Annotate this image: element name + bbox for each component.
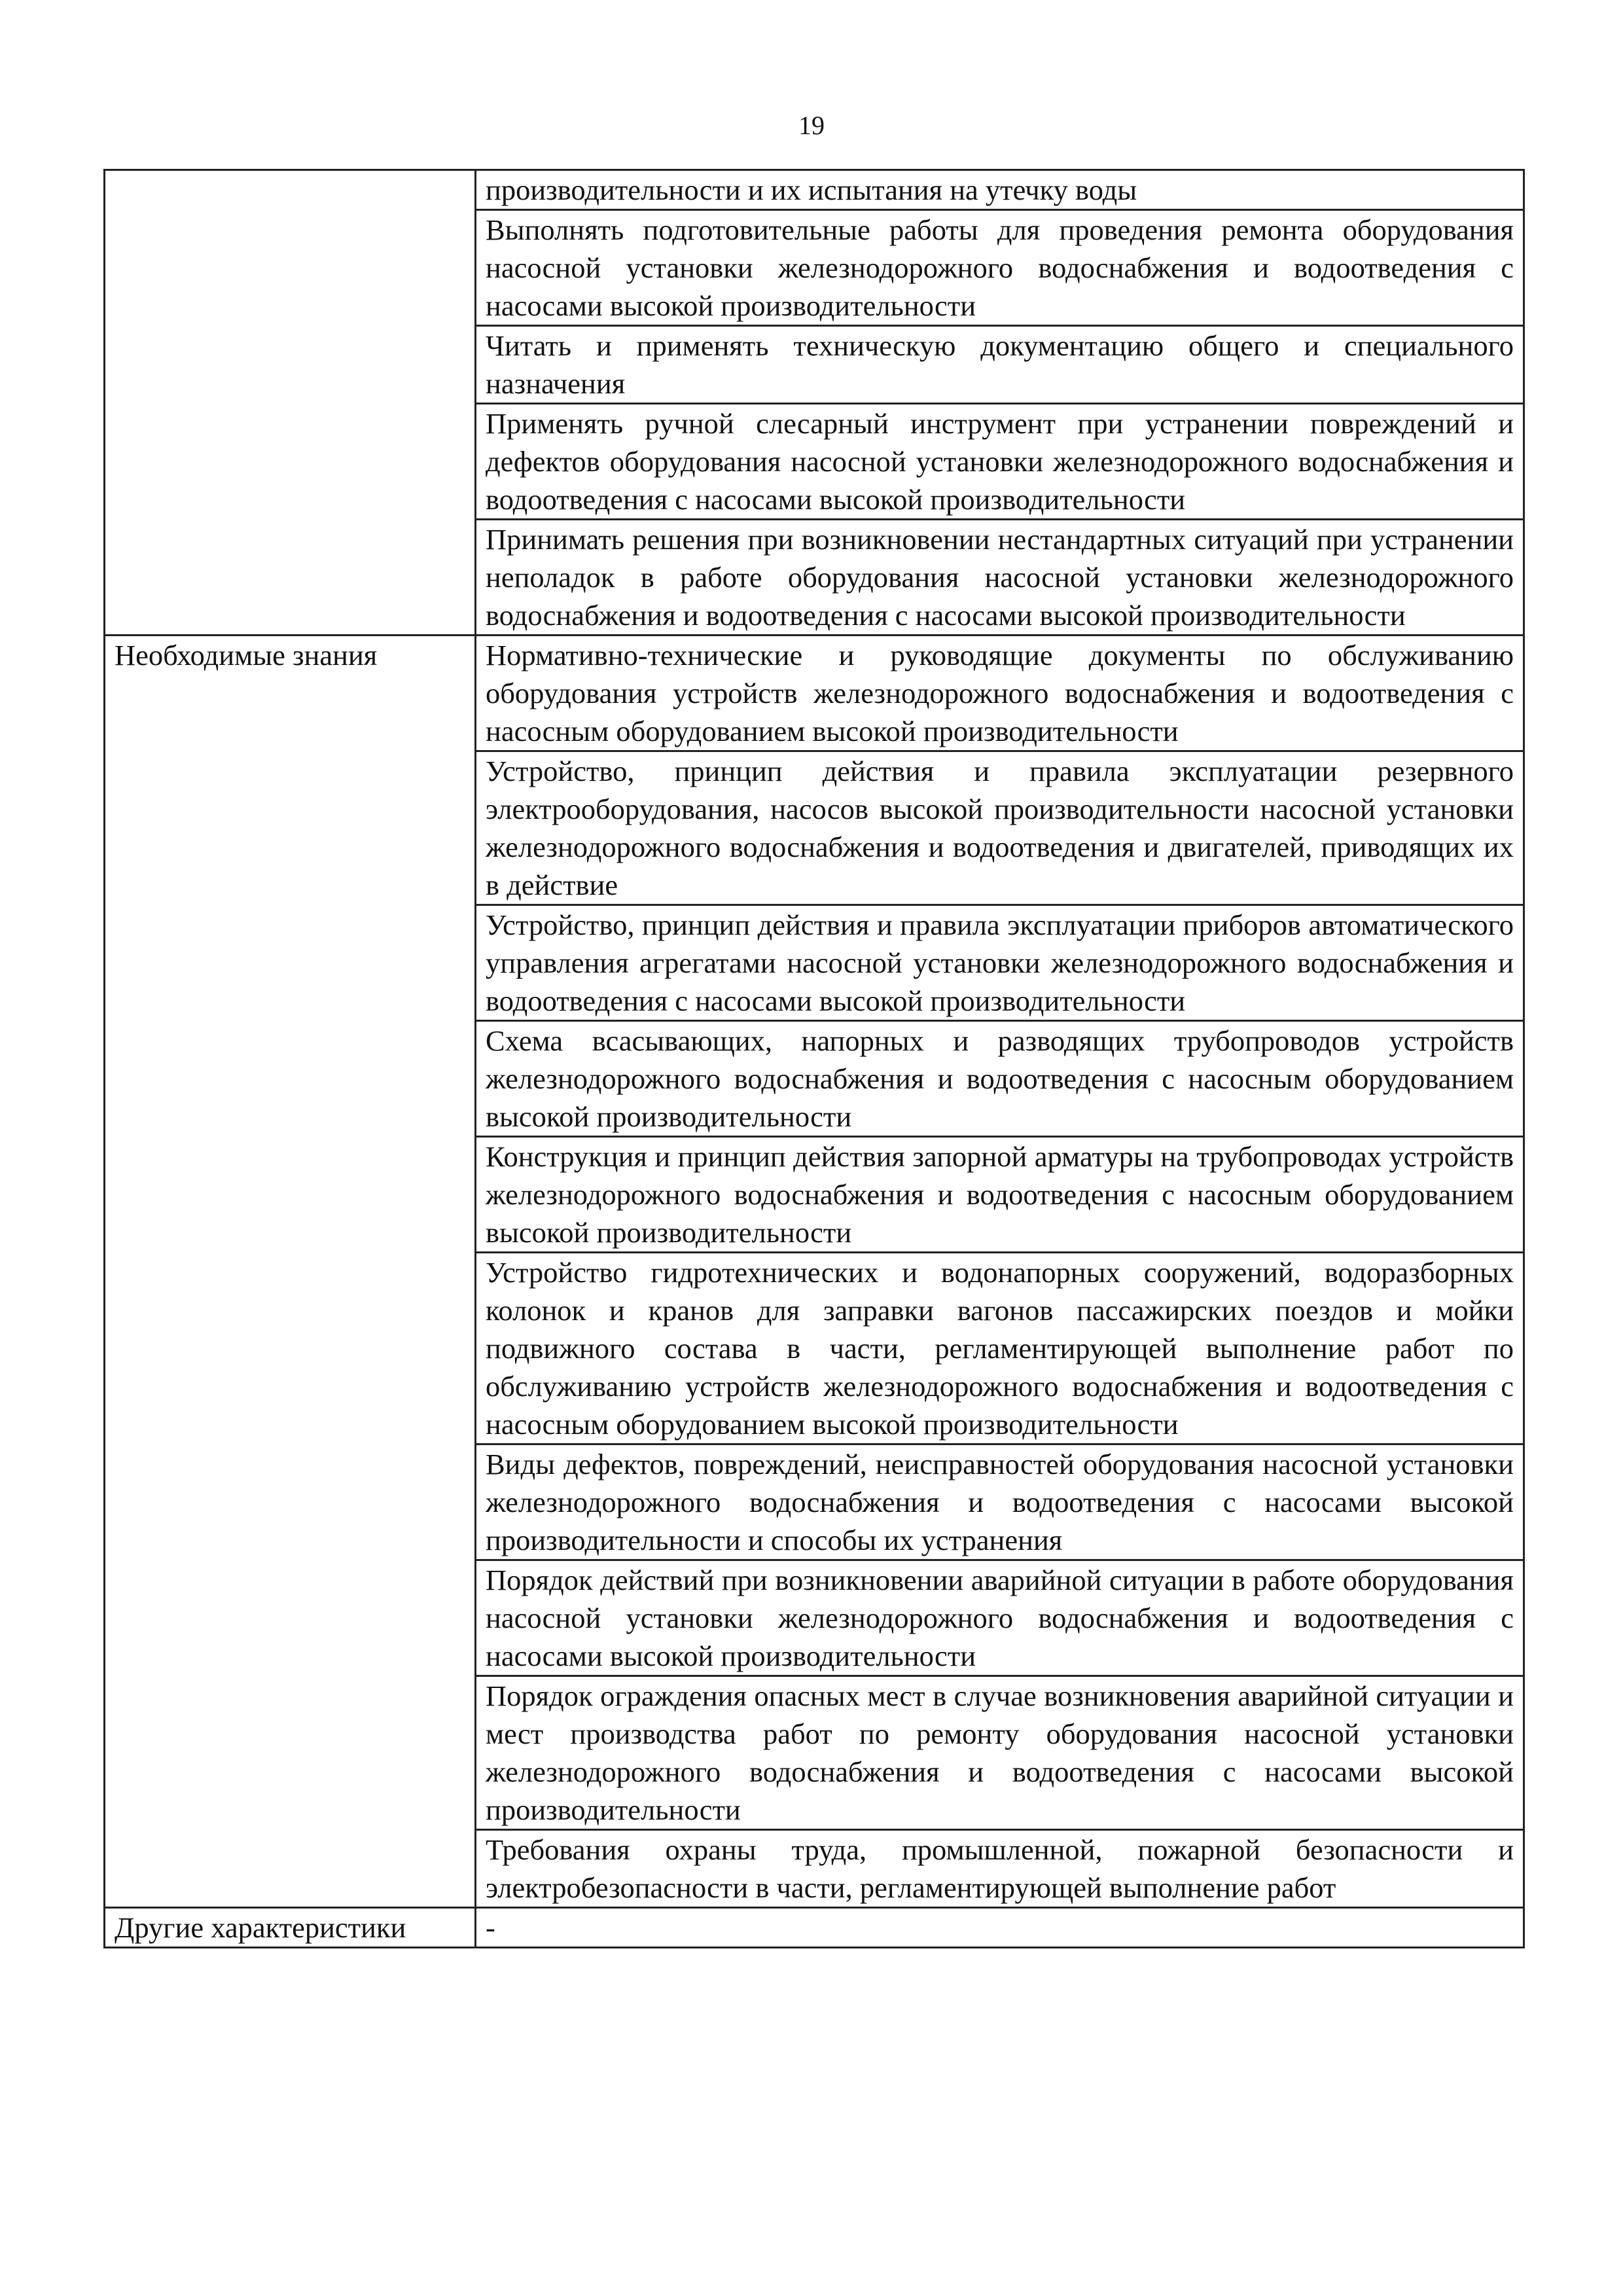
page-number: 19 <box>798 111 825 140</box>
table-row <box>105 170 1524 210</box>
other-characteristics-value: - <box>476 1908 1524 1948</box>
knowledge-item: Нормативно-технические и руководящие документы по обслуживанию оборудования устройств железнодорожного водоснабжения и водоотведения с насосным оборудованием высокой производительности <box>476 636 1524 751</box>
skill-item: Принимать решения при возникновении нестандартных ситуаций при устранении неполадок в работе оборудования насосной установки железнодорожного водоснабжения и водоотведения с насосами высокой производительности <box>476 520 1524 636</box>
skills-label-cell <box>105 170 476 636</box>
knowledge-item: Устройство, принцип действия и правила эксплуатации резервного электрооборудования, насосов высокой производительности насосной установки железнодорожного водоснабжения и водоотведения и двигателей, приводящих их в действие <box>476 751 1524 905</box>
knowledge-item: Требования охраны труда, промышленной, пожарной безопасности и электробезопасности в части, регламентирующей выполнение работ <box>476 1830 1524 1908</box>
table-row <box>105 1908 1524 1948</box>
knowledge-item: Виды дефектов, повреждений, неисправностей оборудования насосной установки железнодорожного водоснабжения и водоотведения с насосами высокой производительности и способы их устранения <box>476 1444 1524 1560</box>
knowledge-item: Схема всасывающих, напорных и разводящих трубопроводов устройств железнодорожного водоснабжения и водоотведения с насосным оборудованием высокой производительности <box>476 1021 1524 1137</box>
knowledge-item: Порядок ограждения опасных мест в случае возникновения аварийной ситуации и мест производства работ по ремонту оборудования насосной установки железнодорожного водоснабжения и водоотведения с насосами высокой производительности <box>476 1676 1524 1830</box>
skill-item: Читать и применять техническую документацию общего и специального назначения <box>476 326 1524 404</box>
knowledge-item: Устройство гидротехнических и водонапорных сооружений, водоразборных колонок и кранов для заправки вагонов пассажирских поездов и мойки подвижного состава в части, регламентирующей выполнение работ по обслуживанию устройств железнодорожного водоснабжения и водоотведения с насосным оборудованием высокой производительности <box>476 1253 1524 1444</box>
skill-item: производительности и их испытания на утечку воды <box>476 170 1524 210</box>
skill-item: Выполнять подготовительные работы для проведения ремонта оборудования насосной установки железнодорожного водоснабжения и водоотведения с насосами высокой производительности <box>476 210 1524 326</box>
knowledge-item: Порядок действий при возникновении аварийной ситуации в работе оборудования насосной установки железнодорожного водоснабжения и водоотведения с насосами высокой производительности <box>476 1560 1524 1676</box>
skill-item: Применять ручной слесарный инструмент при устранении повреждений и дефектов оборудования насосной установки железнодорожного водоснабжения и водоотведения с насосами высокой производительности <box>476 404 1524 520</box>
knowledge-item: Конструкция и принцип действия запорной арматуры на трубопроводах устройств железнодорожного водоснабжения и водоотведения с насосным оборудованием высокой производительности <box>476 1137 1524 1253</box>
table-row <box>105 636 1524 751</box>
knowledge-item: Устройство, принцип действия и правила эксплуатации приборов автоматического управления агрегатами насосной установки железнодорожного водоснабжения и водоотведения с насосами высокой производительности <box>476 905 1524 1021</box>
other-characteristics-label: Другие характеристики <box>105 1908 476 1948</box>
qualification-table <box>103 169 1525 1948</box>
knowledge-label: Необходимые знания <box>105 636 476 1908</box>
